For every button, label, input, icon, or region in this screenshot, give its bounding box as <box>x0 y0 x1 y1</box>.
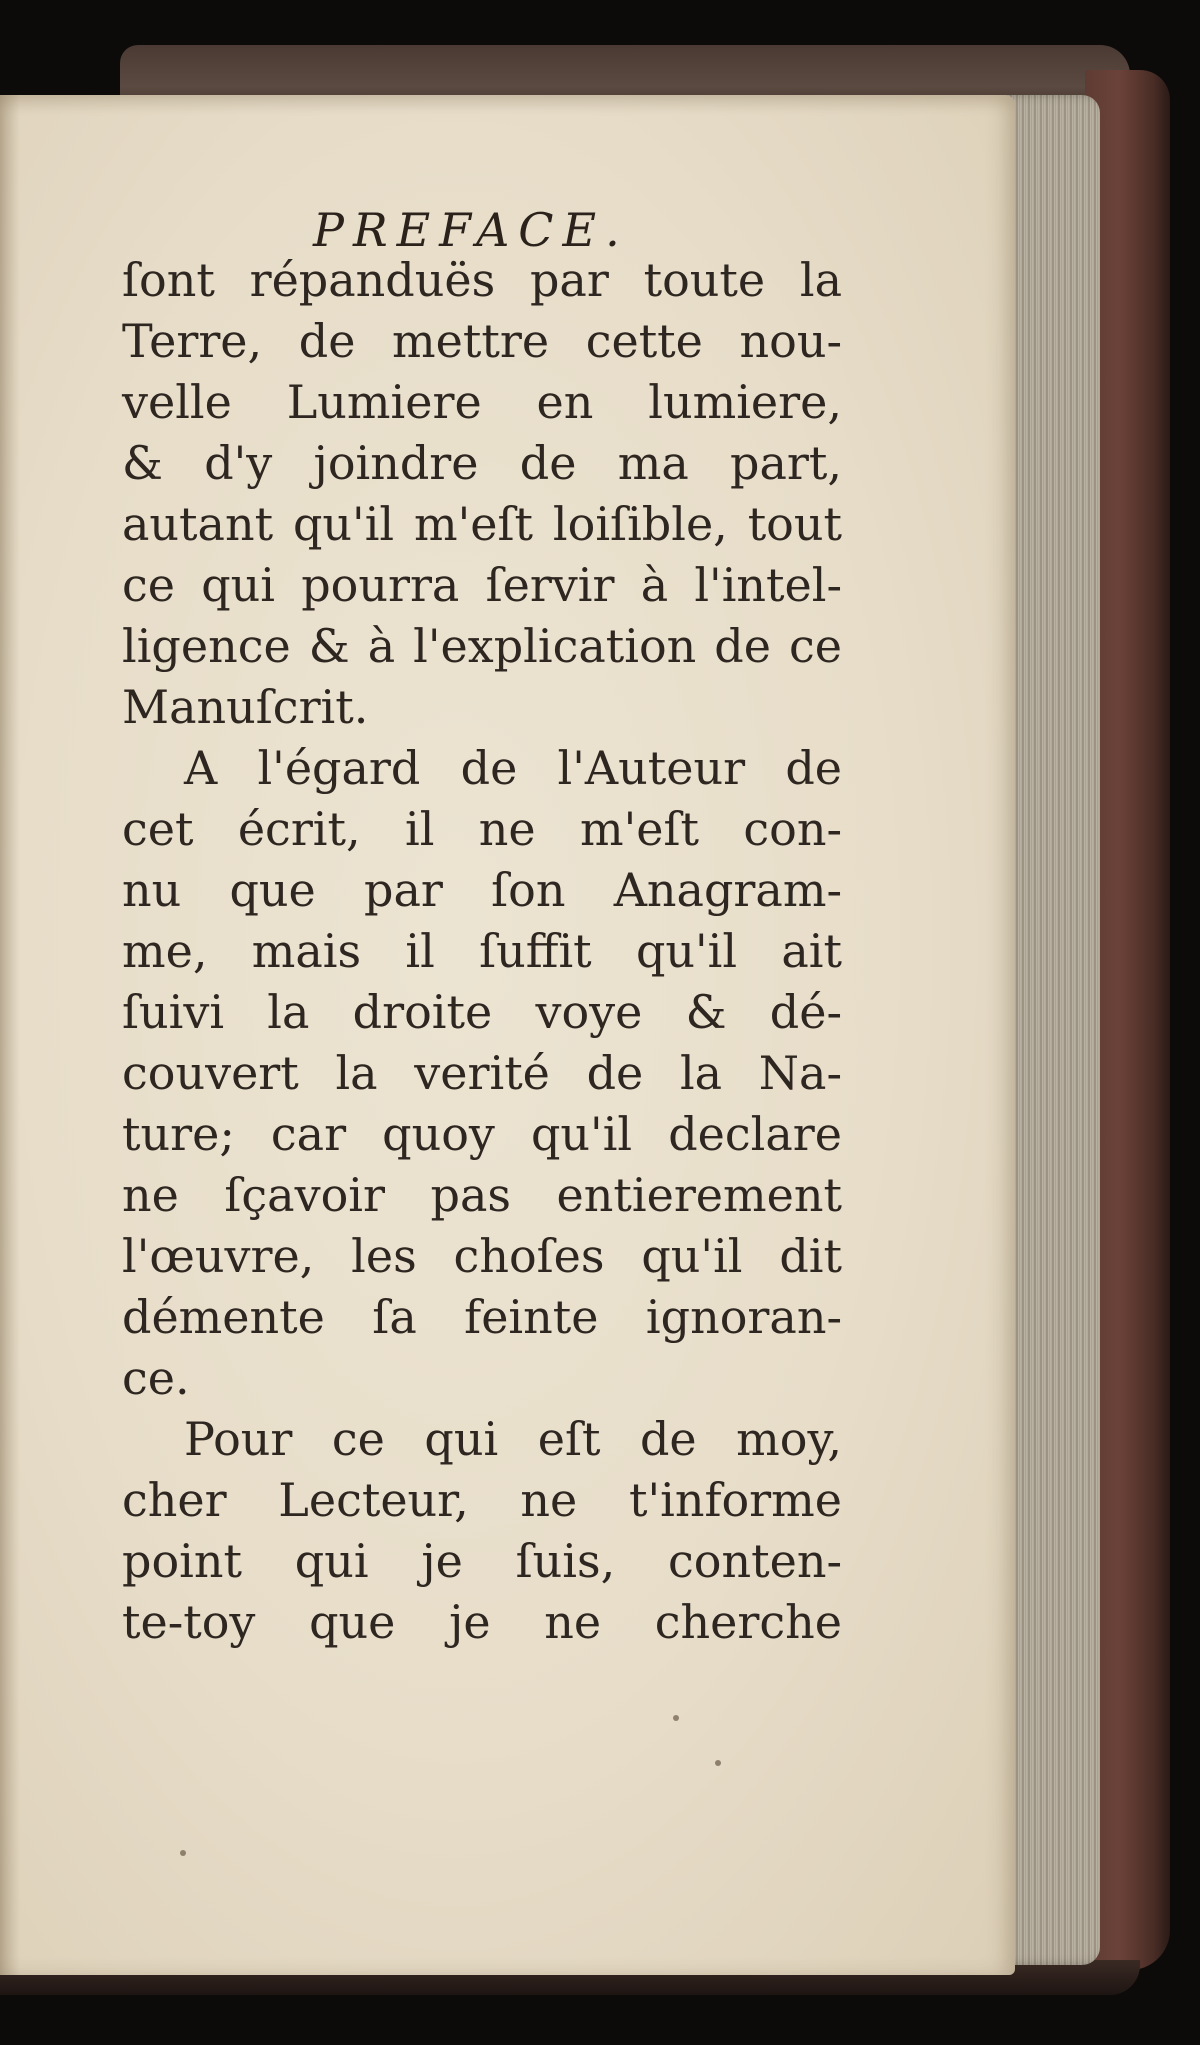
text-line: ture; car quoy qu'il declare <box>122 1107 842 1161</box>
text-line: Pour ce qui eſt de moy, <box>184 1412 842 1466</box>
paper-speck <box>180 1850 186 1856</box>
text-line: nu que par ſon Anagram- <box>122 863 842 917</box>
text-line: Terre, de mettre cette nou- <box>122 314 842 368</box>
text-line: me, mais il ſuffit qu'il ait <box>122 924 842 978</box>
text-line: ſont répanduës par toute la <box>122 253 842 307</box>
book-page <box>0 95 1015 1975</box>
text-line: point qui je ſuis, conten- <box>122 1534 842 1588</box>
page-text <box>122 250 842 1653</box>
text-line: & d'y joindre de ma part, <box>122 436 842 490</box>
paper-speck <box>673 1715 679 1721</box>
text-line: ligence & à l'explication de ce <box>122 619 842 673</box>
text-line: ce qui pourra ſervir à l'intel- <box>122 558 842 612</box>
text-line: ne ſçavoir pas entierement <box>122 1168 842 1222</box>
text-line: te-toy que je ne cherche <box>122 1595 842 1649</box>
text-line: ſuivi la droite voye & dé- <box>122 985 842 1039</box>
text-line: ce. <box>122 1351 190 1405</box>
text-line: velle Lumiere en lumiere, <box>122 375 842 429</box>
text-line: cher Lecteur, ne t'informe <box>122 1473 842 1527</box>
text-line: couvert la verité de la Na- <box>122 1046 842 1100</box>
text-line: A l'égard de l'Auteur de <box>184 741 842 795</box>
text-line: cet écrit, il ne m'eſt con- <box>122 802 842 856</box>
paper-speck <box>715 1760 721 1766</box>
text-line: Manuſcrit. <box>122 680 369 734</box>
text-line: autant qu'il m'eſt loiſible, tout <box>122 497 842 551</box>
running-header: PREFACE. <box>313 203 629 257</box>
page-gutter-shadow <box>0 95 20 1975</box>
text-line: démente ſa feinte ignoran- <box>122 1290 842 1344</box>
text-line: l'œuvre, les choſes qu'il dit <box>122 1229 842 1283</box>
